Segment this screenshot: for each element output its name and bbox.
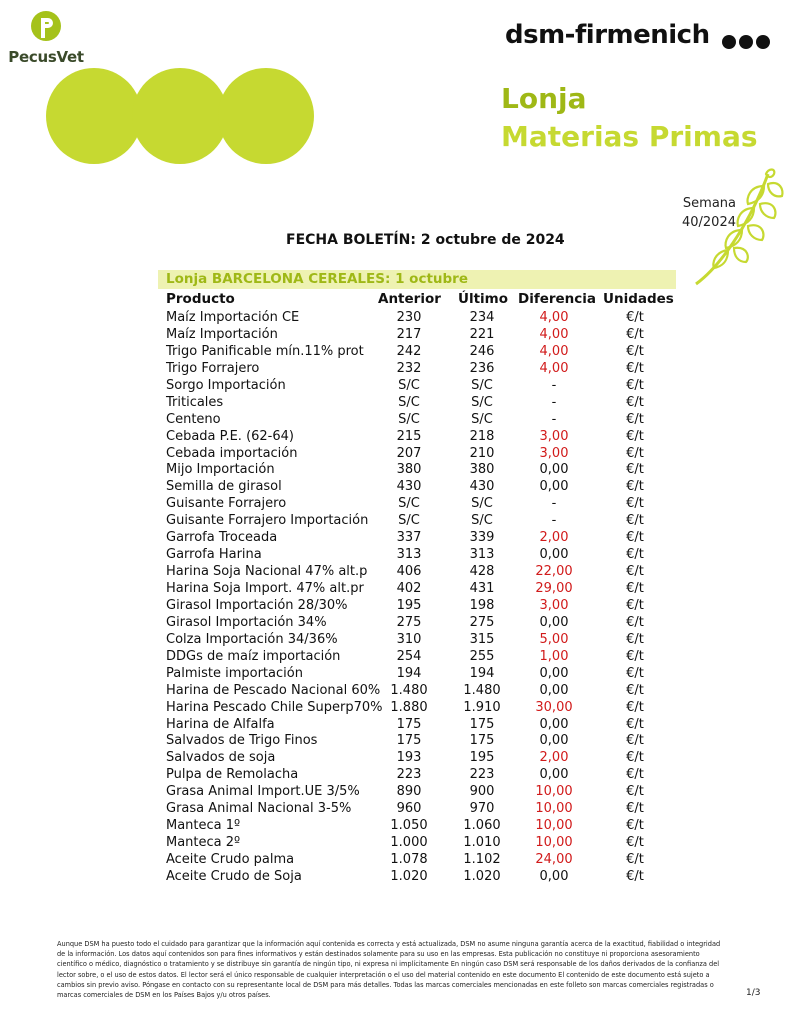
table-title: Lonja BARCELONA CEREALES: 1 octubre bbox=[166, 271, 468, 287]
cell-ultimo: 315 bbox=[469, 631, 495, 647]
cell-unidades: €/t bbox=[626, 411, 644, 427]
cell-unidades: €/t bbox=[626, 784, 644, 800]
cell-unidades: €/t bbox=[626, 343, 644, 359]
cell-diferencia: 0,00 bbox=[539, 665, 569, 681]
cell-anterior: 193 bbox=[396, 750, 422, 766]
cell-diferencia: 2,00 bbox=[539, 750, 569, 766]
cell-diferencia: 4,00 bbox=[539, 326, 569, 342]
cell-ultimo: 175 bbox=[469, 733, 495, 749]
cell-anterior: 232 bbox=[396, 360, 422, 376]
table-row bbox=[0, 580, 791, 597]
cell-producto: Triticales bbox=[166, 394, 224, 410]
cell-unidades: €/t bbox=[626, 733, 644, 749]
cell-anterior: 217 bbox=[396, 326, 422, 342]
cell-producto: Guisante Forrajero Importación bbox=[166, 513, 369, 529]
cell-diferencia: 2,00 bbox=[539, 530, 569, 546]
cell-ultimo: 210 bbox=[469, 445, 495, 461]
cell-anterior: S/C bbox=[398, 394, 420, 410]
pecusvet-logo bbox=[6, 8, 86, 68]
cell-anterior: S/C bbox=[398, 513, 420, 529]
table-row bbox=[0, 682, 791, 699]
table-row bbox=[0, 868, 791, 885]
cell-anterior: 223 bbox=[396, 767, 422, 783]
cell-producto: Manteca 1º bbox=[166, 818, 241, 834]
dsm-firmenich-wordmark: dsm-firmenich bbox=[505, 20, 710, 50]
cell-anterior: 1.020 bbox=[390, 868, 428, 884]
cell-unidades: €/t bbox=[626, 818, 644, 834]
cell-anterior: 406 bbox=[396, 564, 422, 580]
cell-producto: Maíz Importación bbox=[166, 326, 278, 342]
cell-diferencia: 0,00 bbox=[539, 767, 569, 783]
cell-producto: Grasa Animal Nacional 3-5% bbox=[166, 801, 352, 817]
cell-anterior: 890 bbox=[396, 784, 422, 800]
cell-ultimo: 246 bbox=[469, 343, 495, 359]
cell-diferencia: 30,00 bbox=[535, 699, 573, 715]
cell-unidades: €/t bbox=[626, 377, 644, 393]
cell-diferencia: 4,00 bbox=[539, 310, 569, 325]
cell-unidades: €/t bbox=[626, 852, 644, 867]
cell-diferencia: 29,00 bbox=[535, 581, 573, 596]
header-ultimo: Último bbox=[458, 291, 509, 307]
cell-ultimo: S/C bbox=[471, 394, 493, 410]
cell-producto: Mijo Importación bbox=[166, 462, 275, 478]
cell-diferencia: 1,00 bbox=[539, 648, 569, 664]
cell-diferencia: 0,00 bbox=[539, 462, 569, 478]
cell-diferencia: 0,00 bbox=[539, 479, 569, 495]
cell-anterior: 275 bbox=[396, 614, 422, 630]
table-row bbox=[0, 546, 791, 563]
cell-ultimo: 236 bbox=[469, 360, 495, 376]
cell-unidades: €/t bbox=[626, 394, 644, 410]
cell-ultimo: 1.480 bbox=[463, 682, 501, 698]
cell-diferencia: 3,00 bbox=[539, 428, 569, 444]
title-materias-primas: Materias Primas bbox=[501, 120, 758, 153]
cell-unidades: €/t bbox=[626, 767, 644, 783]
cell-diferencia: 4,00 bbox=[539, 360, 569, 376]
cell-diferencia: 3,00 bbox=[539, 445, 569, 461]
cell-diferencia: 10,00 bbox=[535, 801, 573, 817]
table-row bbox=[0, 445, 791, 462]
cell-unidades: €/t bbox=[626, 326, 644, 342]
table-row bbox=[0, 631, 791, 648]
table-row bbox=[0, 834, 791, 851]
cell-unidades: €/t bbox=[626, 665, 644, 681]
table-row bbox=[0, 478, 791, 495]
pecusvet-wordmark: PecusVet bbox=[8, 48, 84, 66]
cell-diferencia: 10,00 bbox=[535, 835, 573, 851]
cell-diferencia: 4,00 bbox=[539, 343, 569, 359]
cell-ultimo: S/C bbox=[471, 513, 493, 529]
cell-producto: Harina de Alfalfa bbox=[166, 716, 275, 732]
cell-producto: Harina de Pescado Nacional 60% bbox=[166, 682, 381, 698]
cell-anterior: 402 bbox=[396, 581, 422, 596]
cell-producto: Aceite Crudo de Soja bbox=[166, 868, 302, 884]
cell-anterior: S/C bbox=[398, 411, 420, 427]
cell-diferencia: 24,00 bbox=[535, 852, 573, 867]
pecusvet-mark-icon bbox=[30, 10, 62, 46]
cell-unidades: €/t bbox=[626, 479, 644, 495]
cell-anterior: S/C bbox=[398, 377, 420, 393]
cell-ultimo: 380 bbox=[469, 462, 495, 478]
table-row bbox=[0, 512, 791, 529]
cell-diferencia: 5,00 bbox=[539, 631, 569, 647]
cell-anterior: 1.880 bbox=[390, 699, 428, 715]
cell-diferencia: 0,00 bbox=[539, 682, 569, 698]
cell-diferencia: - bbox=[551, 377, 557, 393]
cell-unidades: €/t bbox=[626, 564, 644, 580]
cell-producto: Cebada importación bbox=[166, 445, 298, 461]
cell-ultimo: 1.102 bbox=[463, 852, 501, 867]
table-row bbox=[0, 529, 791, 546]
dsm-dots-icon bbox=[722, 34, 770, 50]
cell-producto: Girasol Importación 34% bbox=[166, 614, 327, 630]
cell-ultimo: S/C bbox=[471, 411, 493, 427]
table-row bbox=[0, 377, 791, 394]
cell-unidades: €/t bbox=[626, 750, 644, 766]
cell-producto: Harina Pescado Chile Superp70% bbox=[166, 699, 383, 715]
semana-value: 40/2024 bbox=[681, 215, 736, 230]
cell-unidades: €/t bbox=[626, 597, 644, 613]
cell-ultimo: 1.060 bbox=[463, 818, 501, 834]
cell-producto: Sorgo Importación bbox=[166, 377, 286, 393]
cell-unidades: €/t bbox=[626, 547, 644, 563]
cell-unidades: €/t bbox=[626, 835, 644, 851]
table-row bbox=[0, 800, 791, 817]
cell-producto: Grasa Animal Import.UE 3/5% bbox=[166, 784, 360, 800]
cell-ultimo: 1.020 bbox=[463, 868, 501, 884]
table-row bbox=[0, 597, 791, 614]
cell-unidades: €/t bbox=[626, 530, 644, 546]
table-row bbox=[0, 461, 791, 478]
cell-ultimo: 255 bbox=[469, 648, 495, 664]
table-row bbox=[0, 614, 791, 631]
header-unidades: Unidades bbox=[603, 291, 674, 307]
cell-producto: DDGs de maíz importación bbox=[166, 648, 341, 664]
cell-unidades: €/t bbox=[626, 682, 644, 698]
cell-anterior: 380 bbox=[396, 462, 422, 478]
cell-unidades: €/t bbox=[626, 648, 644, 664]
cell-anterior: 194 bbox=[396, 665, 422, 681]
cell-unidades: €/t bbox=[626, 310, 644, 325]
disclaimer-text: Aunque DSM ha puesto todo el cuidado para garantizar que la información aquí contenida es correcta y está actualizada, DSM no asume ninguna garantía acerca de la exactitud, fiabilidad o integridad de la información. Los datos aquí contenidos son para fines informativos y están destinados solamente para su uso en las empresas. Esta publicación no constituye ni proporciona asesoramiento científico o médico, diagnóstico o tratamiento y se distribuye sin garantía de ningún tipo, ni expresa ni implícitamente En ningún caso DSM será responsable de los daños derivados de la confianza del lector sobre, o el uso de estos datos. El lector será el único responsable de cualquier interpretación o el uso del material contenido en este documento El contenido de este documento está sujeto a cambios sin previo aviso. Póngase en contacto con su representante local de DSM para más detalles. Todas las marcas comerciales mencionadas en este folleto son marcas comerciales registradas o marcas comerciales de DSM en los Países Bajos y/u otros países. bbox=[57, 940, 721, 1000]
cell-ultimo: 313 bbox=[469, 547, 495, 563]
cell-anterior: 310 bbox=[396, 631, 422, 647]
cell-diferencia: 22,00 bbox=[535, 564, 573, 580]
header-anterior: Anterior bbox=[378, 291, 441, 307]
cell-anterior: 254 bbox=[396, 648, 422, 664]
cell-producto: Maíz Importación CE bbox=[166, 310, 300, 325]
cell-anterior: 195 bbox=[396, 597, 422, 613]
cell-unidades: €/t bbox=[626, 428, 644, 444]
table-row bbox=[0, 766, 791, 783]
cell-diferencia: 0,00 bbox=[539, 868, 569, 884]
cell-unidades: €/t bbox=[626, 581, 644, 596]
table-row bbox=[0, 428, 791, 445]
table-row bbox=[0, 699, 791, 716]
cell-producto: Cebada P.E. (62-64) bbox=[166, 428, 294, 444]
cell-diferencia: - bbox=[551, 394, 557, 410]
table-row bbox=[0, 411, 791, 428]
table-row bbox=[0, 648, 791, 665]
cell-producto: Colza Importación 34/36% bbox=[166, 631, 338, 647]
cell-anterior: 207 bbox=[396, 445, 422, 461]
cell-anterior: 242 bbox=[396, 343, 422, 359]
header-producto: Producto bbox=[166, 291, 235, 307]
cell-anterior: 1.000 bbox=[390, 835, 428, 851]
cell-producto: Salvados de Trigo Finos bbox=[166, 733, 318, 749]
cell-unidades: €/t bbox=[626, 716, 644, 732]
cell-unidades: €/t bbox=[626, 360, 644, 376]
cell-unidades: €/t bbox=[626, 614, 644, 630]
table-row bbox=[0, 360, 791, 377]
cell-diferencia: - bbox=[551, 496, 557, 512]
cell-ultimo: 428 bbox=[469, 564, 495, 580]
fecha-boletin: FECHA BOLETÍN: 2 octubre de 2024 bbox=[286, 232, 565, 248]
cell-anterior: 1.480 bbox=[390, 682, 428, 698]
cell-producto: Harina Soja Import. 47% alt.pr bbox=[166, 581, 364, 596]
table-row bbox=[0, 749, 791, 766]
cell-ultimo: 430 bbox=[469, 479, 495, 495]
cell-unidades: €/t bbox=[626, 868, 644, 884]
cell-ultimo: 1.010 bbox=[463, 835, 501, 851]
page-number: 1/3 bbox=[746, 988, 761, 998]
cell-unidades: €/t bbox=[626, 801, 644, 817]
cell-producto: Garrofa Troceada bbox=[166, 530, 278, 546]
cell-ultimo: 275 bbox=[469, 614, 495, 630]
cell-ultimo: 195 bbox=[469, 750, 495, 766]
cell-diferencia: 0,00 bbox=[539, 716, 569, 732]
cell-ultimo: S/C bbox=[471, 377, 493, 393]
cell-unidades: €/t bbox=[626, 445, 644, 461]
cell-ultimo: 339 bbox=[469, 530, 495, 546]
table-row bbox=[0, 326, 791, 343]
cell-producto: Aceite Crudo palma bbox=[166, 852, 295, 867]
cell-unidades: €/t bbox=[626, 699, 644, 715]
table-row bbox=[0, 716, 791, 733]
cell-anterior: 215 bbox=[396, 428, 422, 444]
cell-diferencia: 3,00 bbox=[539, 597, 569, 613]
cell-ultimo: 223 bbox=[469, 767, 495, 783]
cell-producto: Guisante Forrajero bbox=[166, 496, 287, 512]
cell-ultimo: 1.910 bbox=[463, 699, 501, 715]
cell-ultimo: 431 bbox=[469, 581, 495, 596]
cell-producto: Salvados de soja bbox=[166, 750, 276, 766]
header-diferencia: Diferencia bbox=[518, 291, 597, 307]
semana-label: Semana bbox=[682, 196, 736, 211]
cell-producto: Garrofa Harina bbox=[166, 547, 262, 563]
cell-unidades: €/t bbox=[626, 496, 644, 512]
cell-producto: Harina Soja Nacional 47% alt.p bbox=[166, 564, 368, 580]
cell-anterior: 337 bbox=[396, 530, 422, 546]
cell-anterior: 313 bbox=[396, 547, 422, 563]
cell-producto: Palmiste importación bbox=[166, 665, 303, 681]
cell-diferencia: - bbox=[551, 411, 557, 427]
cell-anterior: 230 bbox=[396, 310, 422, 325]
cell-ultimo: 234 bbox=[469, 310, 495, 325]
cell-anterior: 430 bbox=[396, 479, 422, 495]
table-row bbox=[0, 665, 791, 682]
price-table-body bbox=[0, 309, 791, 885]
cell-anterior: 1.078 bbox=[390, 852, 428, 867]
table-row bbox=[0, 394, 791, 411]
title-lonja: Lonja bbox=[501, 82, 587, 115]
cell-ultimo: 970 bbox=[469, 801, 495, 817]
table-row bbox=[0, 732, 791, 749]
cell-anterior: 960 bbox=[396, 801, 422, 817]
cell-anterior: 175 bbox=[396, 716, 422, 732]
cell-producto: Centeno bbox=[166, 411, 221, 427]
cell-ultimo: 175 bbox=[469, 716, 495, 732]
cell-ultimo: 198 bbox=[469, 597, 495, 613]
table-row bbox=[0, 343, 791, 360]
cell-diferencia: 0,00 bbox=[539, 733, 569, 749]
cell-producto: Girasol Importación 28/30% bbox=[166, 597, 348, 613]
cell-ultimo: 194 bbox=[469, 665, 495, 681]
table-row bbox=[0, 563, 791, 580]
cell-unidades: €/t bbox=[626, 513, 644, 529]
cell-producto: Pulpa de Remolacha bbox=[166, 767, 299, 783]
cell-anterior: 175 bbox=[396, 733, 422, 749]
cell-producto: Semilla de girasol bbox=[166, 479, 282, 495]
cell-anterior: S/C bbox=[398, 496, 420, 512]
decorative-circles bbox=[46, 68, 314, 164]
cell-unidades: €/t bbox=[626, 462, 644, 478]
cell-diferencia: 0,00 bbox=[539, 547, 569, 563]
cell-ultimo: 900 bbox=[469, 784, 495, 800]
cell-diferencia: 10,00 bbox=[535, 784, 573, 800]
table-row bbox=[0, 817, 791, 834]
cell-producto: Trigo Forrajero bbox=[166, 360, 260, 376]
cell-diferencia: - bbox=[551, 513, 557, 529]
table-row bbox=[0, 495, 791, 512]
cell-diferencia: 0,00 bbox=[539, 614, 569, 630]
table-row bbox=[0, 309, 791, 326]
semana-block bbox=[662, 194, 736, 232]
table-row bbox=[0, 851, 791, 868]
cell-unidades: €/t bbox=[626, 631, 644, 647]
table-row bbox=[0, 783, 791, 800]
cell-diferencia: 10,00 bbox=[535, 818, 573, 834]
cell-producto: Trigo Panificable mín.11% prot bbox=[166, 343, 364, 359]
cell-producto: Manteca 2º bbox=[166, 835, 241, 851]
cell-anterior: 1.050 bbox=[390, 818, 428, 834]
cell-ultimo: S/C bbox=[471, 496, 493, 512]
cell-ultimo: 221 bbox=[469, 326, 495, 342]
cell-ultimo: 218 bbox=[469, 428, 495, 444]
